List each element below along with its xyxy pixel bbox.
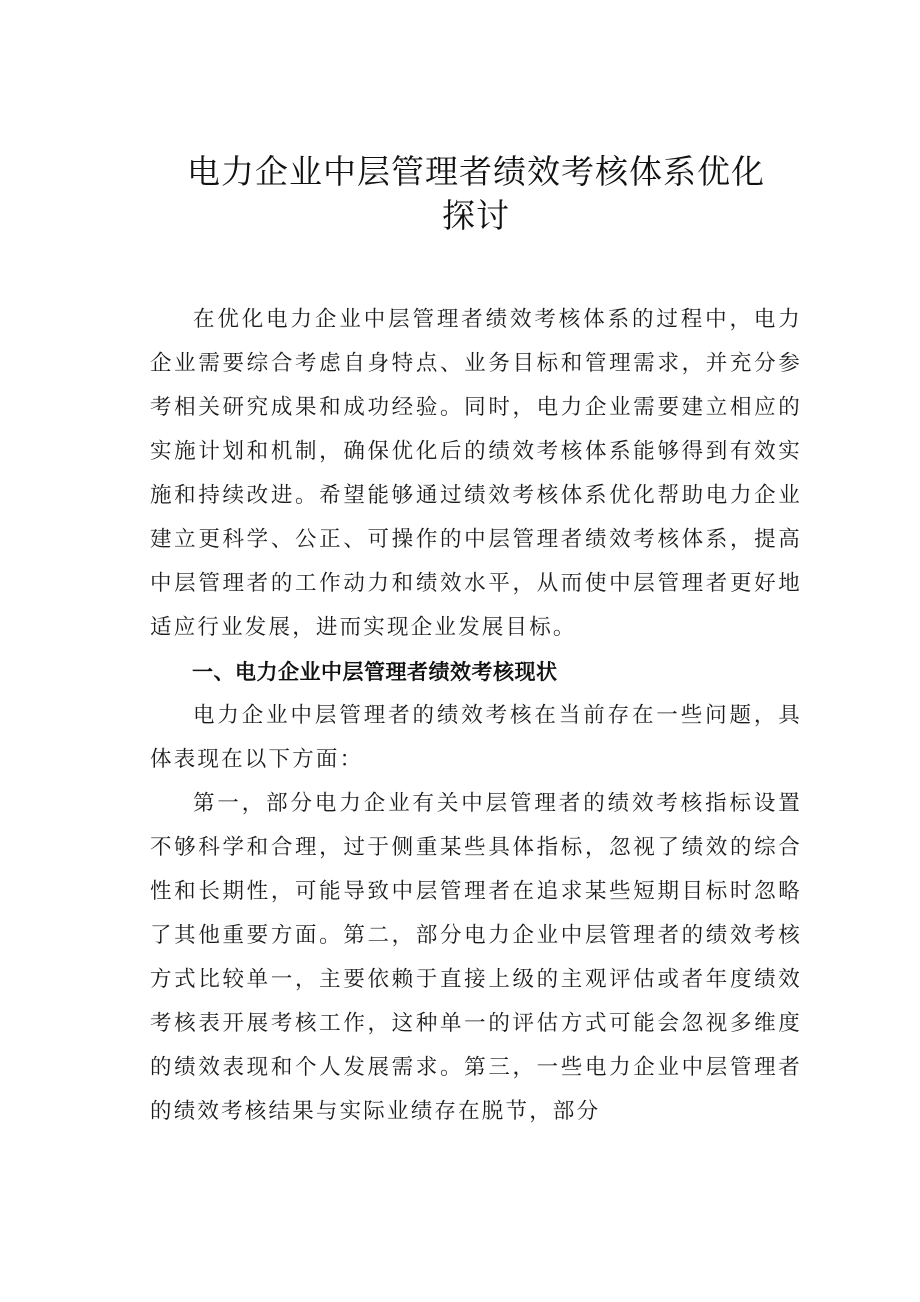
document-title-line-2: 探讨 — [442, 196, 510, 235]
section-1-paragraph-1: 电力企业中层管理者的绩效考核在当前存在一些问题，具体表现在以下方面： — [150, 703, 802, 772]
section-1-paragraph-2: 第一，部分电力企业有关中层管理者的绩效考核指标设置不够科学和合理，过于侧重某些具体指标，忽视了绩效的综合性和长期性，可能导致中层管理者在追求某些短期目标时忽略了其他重要方面。第二，部分电力企业中层管理者的绩效考核方式比较单一，主要依赖于直接上级的主观评估或者年度绩效考核表开展考核工作，这种单一的评估方式可能会忽视多维度的绩效表现和个人发展需求。第三，一些电力企业中层管理者的绩效考核结果与实际业绩存在脱节，部分 — [150, 791, 802, 1124]
intro-paragraph: 在优化电力企业中层管理者绩效考核体系的过程中，电力企业需要综合考虑自身特点、业务目标和管理需求，并充分参考相关研究成果和成功经验。同时，电力企业需要建立相应的实施计划和机制，确保优化后的绩效考核体系能够得到有效实施和持续改进。希望能够通过绩效考核体系优化帮助电力企业建立更科学、公正、可操作的中层管理者绩效考核体系，提高中层管理者的工作动力和绩效水平，从而使中层管理者更好地适应行业发展，进而实现企业发展目标。 — [150, 307, 802, 640]
section-heading-1: 一、电力企业中层管理者绩效考核现状 — [192, 660, 558, 684]
document-title-line-1: 电力企业中层管理者绩效考核体系优化 — [187, 152, 765, 191]
document-page — [150, 150, 802, 1134]
document-body — [150, 298, 802, 1134]
document-title — [150, 150, 802, 238]
